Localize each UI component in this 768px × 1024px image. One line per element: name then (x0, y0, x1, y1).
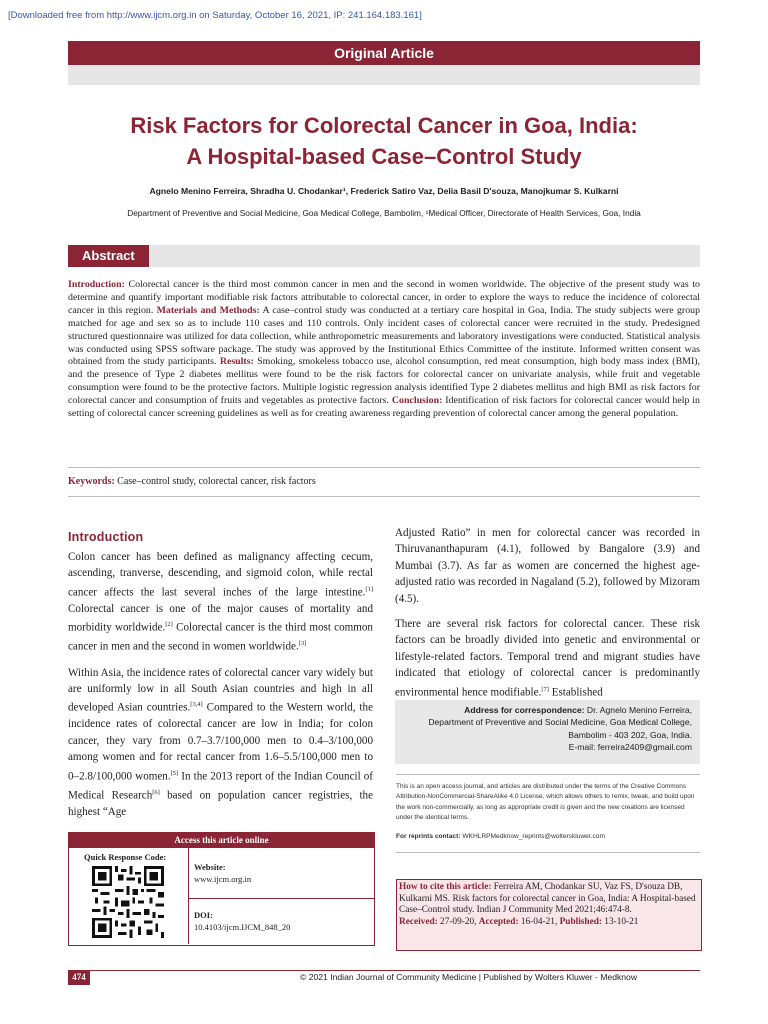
abstract-body (68, 279, 700, 421)
correspondence-email[interactable]: E-mail: ferreira2409@gmail.com (568, 741, 692, 752)
left-paragraph-1: Colon cancer has been defined as malignancy affecting cecum, ascending, tranverse, descending, and sigmoid colon, while rectal cancer affects the last several inches of the large intestine.[1] Colorectal cancer is one of the major causes of mortality and morbidity worldwide.[2] Colorectal cancer is the third most common cancer in men and the second in women worldwide.[3] (68, 551, 373, 654)
download-notice: [Downloaded free from http://www.ijcm.org.in on Saturday, October 16, 2021, IP: 241.164.183.161] (8, 10, 422, 21)
article-type-band: Original Article (68, 41, 700, 65)
abstract-intro-label: Introduction: (68, 279, 125, 290)
footer-rule (68, 970, 700, 971)
access-online-heading: Access this article online (68, 832, 375, 848)
access-box-separator (188, 848, 189, 944)
keywords-top-divider (68, 467, 700, 468)
doi-value[interactable]: 10.4103/ijcm.IJCM_848_20 (194, 922, 291, 932)
received-label: Received: (399, 916, 438, 927)
reprints-email[interactable]: WKHLRPMedknow_reprints@wolterskluwer.com (460, 833, 605, 840)
access-box-row-divider (188, 898, 375, 899)
correspondence-box (395, 700, 700, 764)
published-label: Published: (559, 916, 602, 927)
abstract-methods-text: A case–control study was conducted at a tertiary care hospital in Goa, India. The study subjects were group matched for age and sex so as to include 110 cases and 110 controls. Only incident cases of colorectal cancer were recruited in the study. Predesigned structured questionnaire was utilized for data collection, while anthropometric measurements and laboratory investigations were conducted. Statistical analysis was conducted using SPSS software package. The study was approved by the Institutional Ethics Committee of the institute. Informed written consent was obtained from the study participants. (68, 304, 701, 368)
abstract-conclusion-text: Identification of risk factors for colorectal cancer would help in setting of colorectal cancer screening guidelines as well as for creating awareness regarding prevention of colorectal cancer among the general population. (68, 395, 700, 420)
keywords-label: Keywords: (68, 476, 115, 487)
correspondence-line-2: Department of Preventive and Social Medicine, Goa Medical College, (428, 717, 692, 728)
left-paragraph-2: Within Asia, the incidence rates of colorectal cancer vary widely but are uniformly low in all South Asian countries and high in all developed Asian countries.[3,4] Compared to the Western world, the incidence rates of colorectal cancer are low in India; for colon cancer, they vary from 0.7–3.7/100,000 men to 0.4–3/100,000 among women and for rectal cancer from 1.6–5.5/100,000 men to 0–2.8/100,000 women.[5] In the 2013 report of the Indian Council of Medical Research[6] based on population cancer registries, the highest “Age (68, 666, 374, 818)
right-column (395, 525, 700, 710)
left-column (68, 549, 373, 829)
abstract-methods-label: Materials and Methods: (156, 304, 260, 316)
accepted-label: Accepted: (478, 916, 519, 927)
correspondence-label: Address for correspondence: (464, 705, 585, 715)
abstract-results-label: Results: (219, 356, 254, 368)
keywords-bottom-divider (68, 496, 700, 497)
header-grey-band (68, 65, 700, 85)
footer-copyright: © 2021 Indian Journal of Community Medicine | Published by Wolters Kluwer - Medknow (300, 972, 638, 982)
reprints-label: For reprints contact: (396, 833, 461, 840)
abstract-results-text: Smoking, smokeless tobacco use, alcohol consumption, red meat consumption, high body mass index (BMI), and the presence of Type 2 diabetes mellitus were found to be the risk factors for colorectal cancer on univariate analysis, while fruit and vegetable consumption were found to be the protective factors. Multiple logistic regression analysis identified Type 2 diabetes mellitus and high BMI as risk factors for colorectal cancer and consumption of fruits and vegetables as protective factors. (68, 356, 700, 407)
website-link[interactable]: www.ijcm.org.in (194, 874, 252, 884)
published-date: 13-10-21 (601, 916, 639, 927)
affiliation: Department of Preventive and Social Medicine, Goa Medical College, Bambolim, ¹Medical Officer, Directorate of Health Services, Goa, India (127, 208, 641, 218)
citation-box (396, 879, 702, 951)
reprints-contact (396, 833, 605, 840)
open-access-divider (396, 774, 700, 775)
abstract-conclusion-label: Conclusion: (391, 395, 443, 407)
reprints-divider (396, 852, 700, 853)
correspondence-name: Dr. Agnelo Menino Ferreira, (584, 705, 692, 715)
section-heading-introduction: Introduction (68, 530, 144, 544)
doi-label: DOI: (194, 910, 213, 920)
keywords (68, 476, 700, 487)
right-paragraph-2: There are several risk factors for colorectal cancer. These risk factors can be broadly divided into genetic and environmental or lifestyle-related factors. Temporal trend and migrant studies have indicated that etiology of colorectal cancer is predominantly environmental hence modifiable.[7] Established (395, 618, 700, 699)
qr-code-label: Quick Response Code: (84, 852, 167, 862)
citation-text: Ferreira AM, Chodankar SU, Vaz FS, D'souza DB, Kulkarni MS. Risk factors for colorectal cancer in Goa, India: A Hospital-based Case–Control study. Indian J Community Med 2021;46:474-8. (399, 882, 696, 916)
website-label: Website: (194, 862, 226, 872)
article-title (68, 110, 700, 172)
accepted-date: 16-04-21, (518, 916, 560, 927)
right-paragraph-1: Adjusted Ratio” in men for colorectal cancer was recorded in Thiruvananthapuram (4.1), followed by Bangalore (3.9) and Mumbai (3.7). As far as women are concerned the highest age-adjusted ratio was recorded in Nagaland (5.2), followed by Mizoram (4.5). (395, 527, 700, 605)
title-line-1: Risk Factors for Colorectal Cancer in Goa, India: (130, 113, 638, 138)
author-list: Agnelo Menino Ferreira, Shradha U. Chodankar¹, Frederick Satiro Vaz, Delia Basil D'souza, Manojkumar S. Kulkarni (149, 186, 619, 196)
received-date: 27-09-20, (437, 916, 479, 927)
title-line-2: A Hospital-based Case–Control Study (186, 144, 582, 169)
abstract-bar (68, 245, 700, 267)
abstract-heading: Abstract (68, 245, 149, 267)
abstract-intro-text: Colorectal cancer is the third most common cancer in men and the second in women worldwide. The objective of the present study was to determine and quantify important modifiable risk factors attributable to colorectal cancer, in order to explore the ways to reduce the incidence of colorectal cancer in this region. (68, 279, 700, 316)
open-access-notice: This is an open access journal, and articles are distributed under the terms of the Creative Commons Attribution-NonCommercial-ShareAlike 4.0 License, which allows others to remix, tweak, and build upon the work non-commercially, as long as appropriate credit is given and the new creations are licensed under the identical terms. (396, 783, 695, 821)
keywords-text: Case–control study, colorectal cancer, risk factors (114, 476, 316, 487)
page-number: 474 (68, 970, 90, 985)
qr-code-icon[interactable] (92, 866, 164, 938)
citation-label: How to cite this article: (399, 882, 492, 892)
correspondence-line-3: Bambolim - 403 202, Goa, India. (568, 729, 692, 740)
